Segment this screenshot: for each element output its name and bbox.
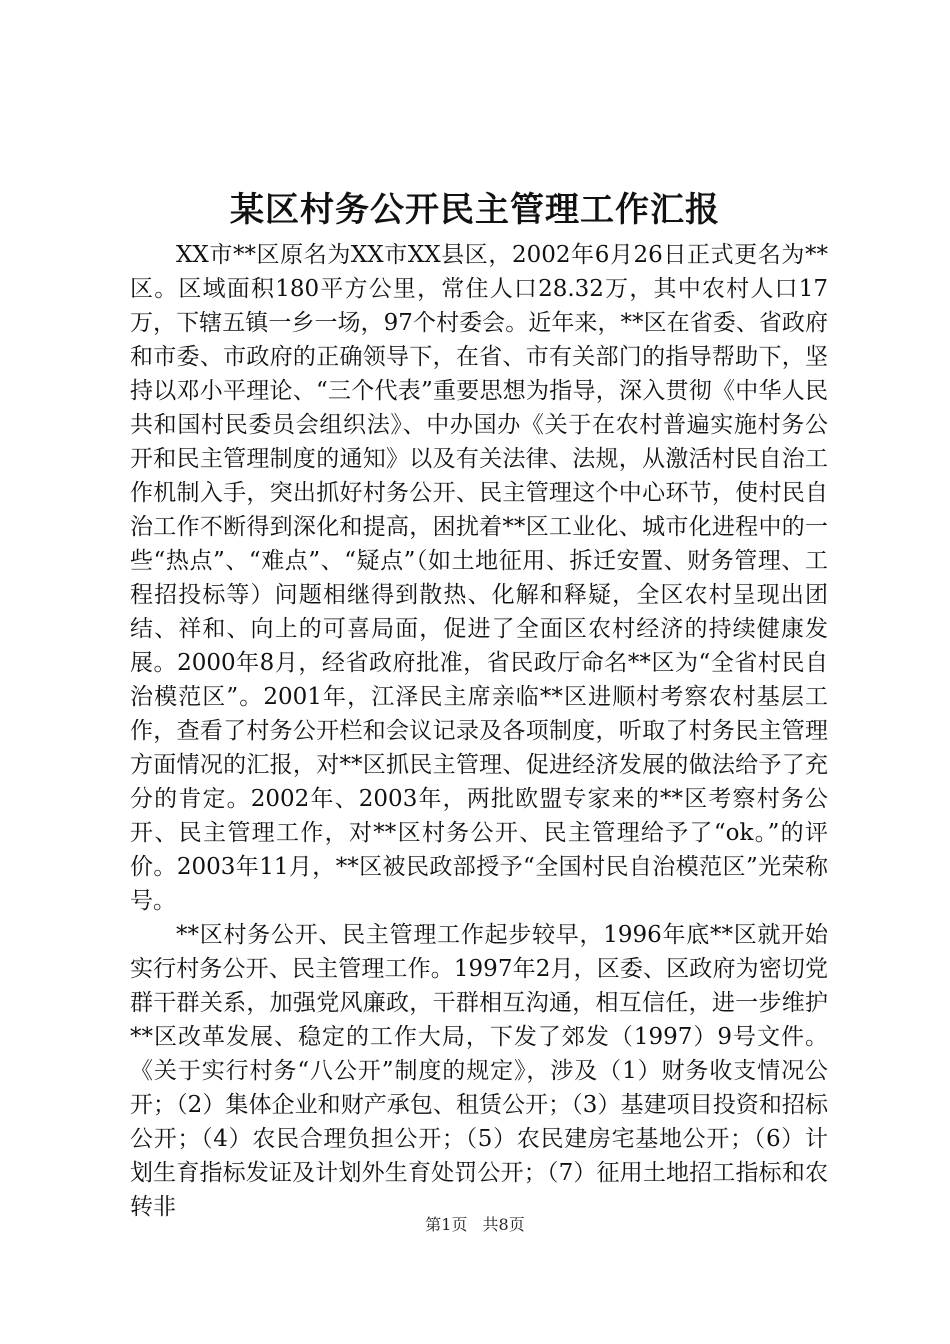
document-title: 某区村务公开民主管理工作汇报 [230, 190, 720, 230]
paragraph-2: **区村务公开、民主管理工作起步较早，1996年底**区就开始实行村务公开、民主管理工作。1997年2月，区委、区政府为密切党群干群关系，加强党风廉政，干群相互沟通，相互信任，进一步维护**区改革发展、稳定的工作大局，下发了郊发（1997）9号文件。《关于实行村务“八公开”制度的规定》，涉及（1）财务收支情况公开；（2）集体企业和财产承包、租赁公开；（3）基建项目投资和招标公开；（4）农民合理负担公开；（5）农民建房宅基地公开；（6）计划生育指标发证及计划外生育处罚公开；（7）征用土地招工指标和农转非 [130, 922, 828, 1220]
page-number: 第1页 [425, 1215, 468, 1234]
page-count: 共8页 [482, 1215, 525, 1234]
page-footer [0, 1214, 950, 1236]
paragraph-1: XX市**区原名为XX市XX县区，2002年6月26日正式更名为**区。区域面积180平方公里，常住人口28.32万，其中农村人口17万，下辖五镇一乡一场，97个村委会。近年来，**区在省委、省政府和市委、市政府的正确领导下，在省、市有关部门的指导帮助下，坚持以邓小平理论、“三个代表”重要思想为指导，深入贯彻《中华人民共和国村民委员会组织法》、中办国办《关于在农村普遍实施村务公开和民主管理制度的通知》以及有关法律、法规，从激活村民自治工作机制入手，突出抓好村务公开、民主管理这个中心环节，使村民自治工作不断得到深化和提高，困扰着**区工业化、城市化进程中的一些“热点”、“难点”、“疑点”（如土地征用、拆迁安置、财务管理、工程招投标等）问题相继得到散热、化解和释疑，全区农村呈现出团结、祥和、向上的可喜局面，促进了全面区农村经济的持续健康发展。2000年8月，经省政府批准，省民政厅命名**区为“全省村民自治模范区”。2001年，江泽民主席亲临**区进顺村考察农村基层工作，查看了村务公开栏和会议记录及各项制度，听取了村务民主管理方面情况的汇报，对**区抓民主管理、促进经济发展的做法给予了充分的肯定。2002年、2003年，两批欧盟专家来的**区考察村务公开、民主管理工作，对**区村务公开、民主管理给予了“ok。”的评价。2003年11月，**区被民政部授予“全国村民自治模范区”光荣称号。 [130, 242, 828, 914]
document-body [130, 238, 828, 1224]
